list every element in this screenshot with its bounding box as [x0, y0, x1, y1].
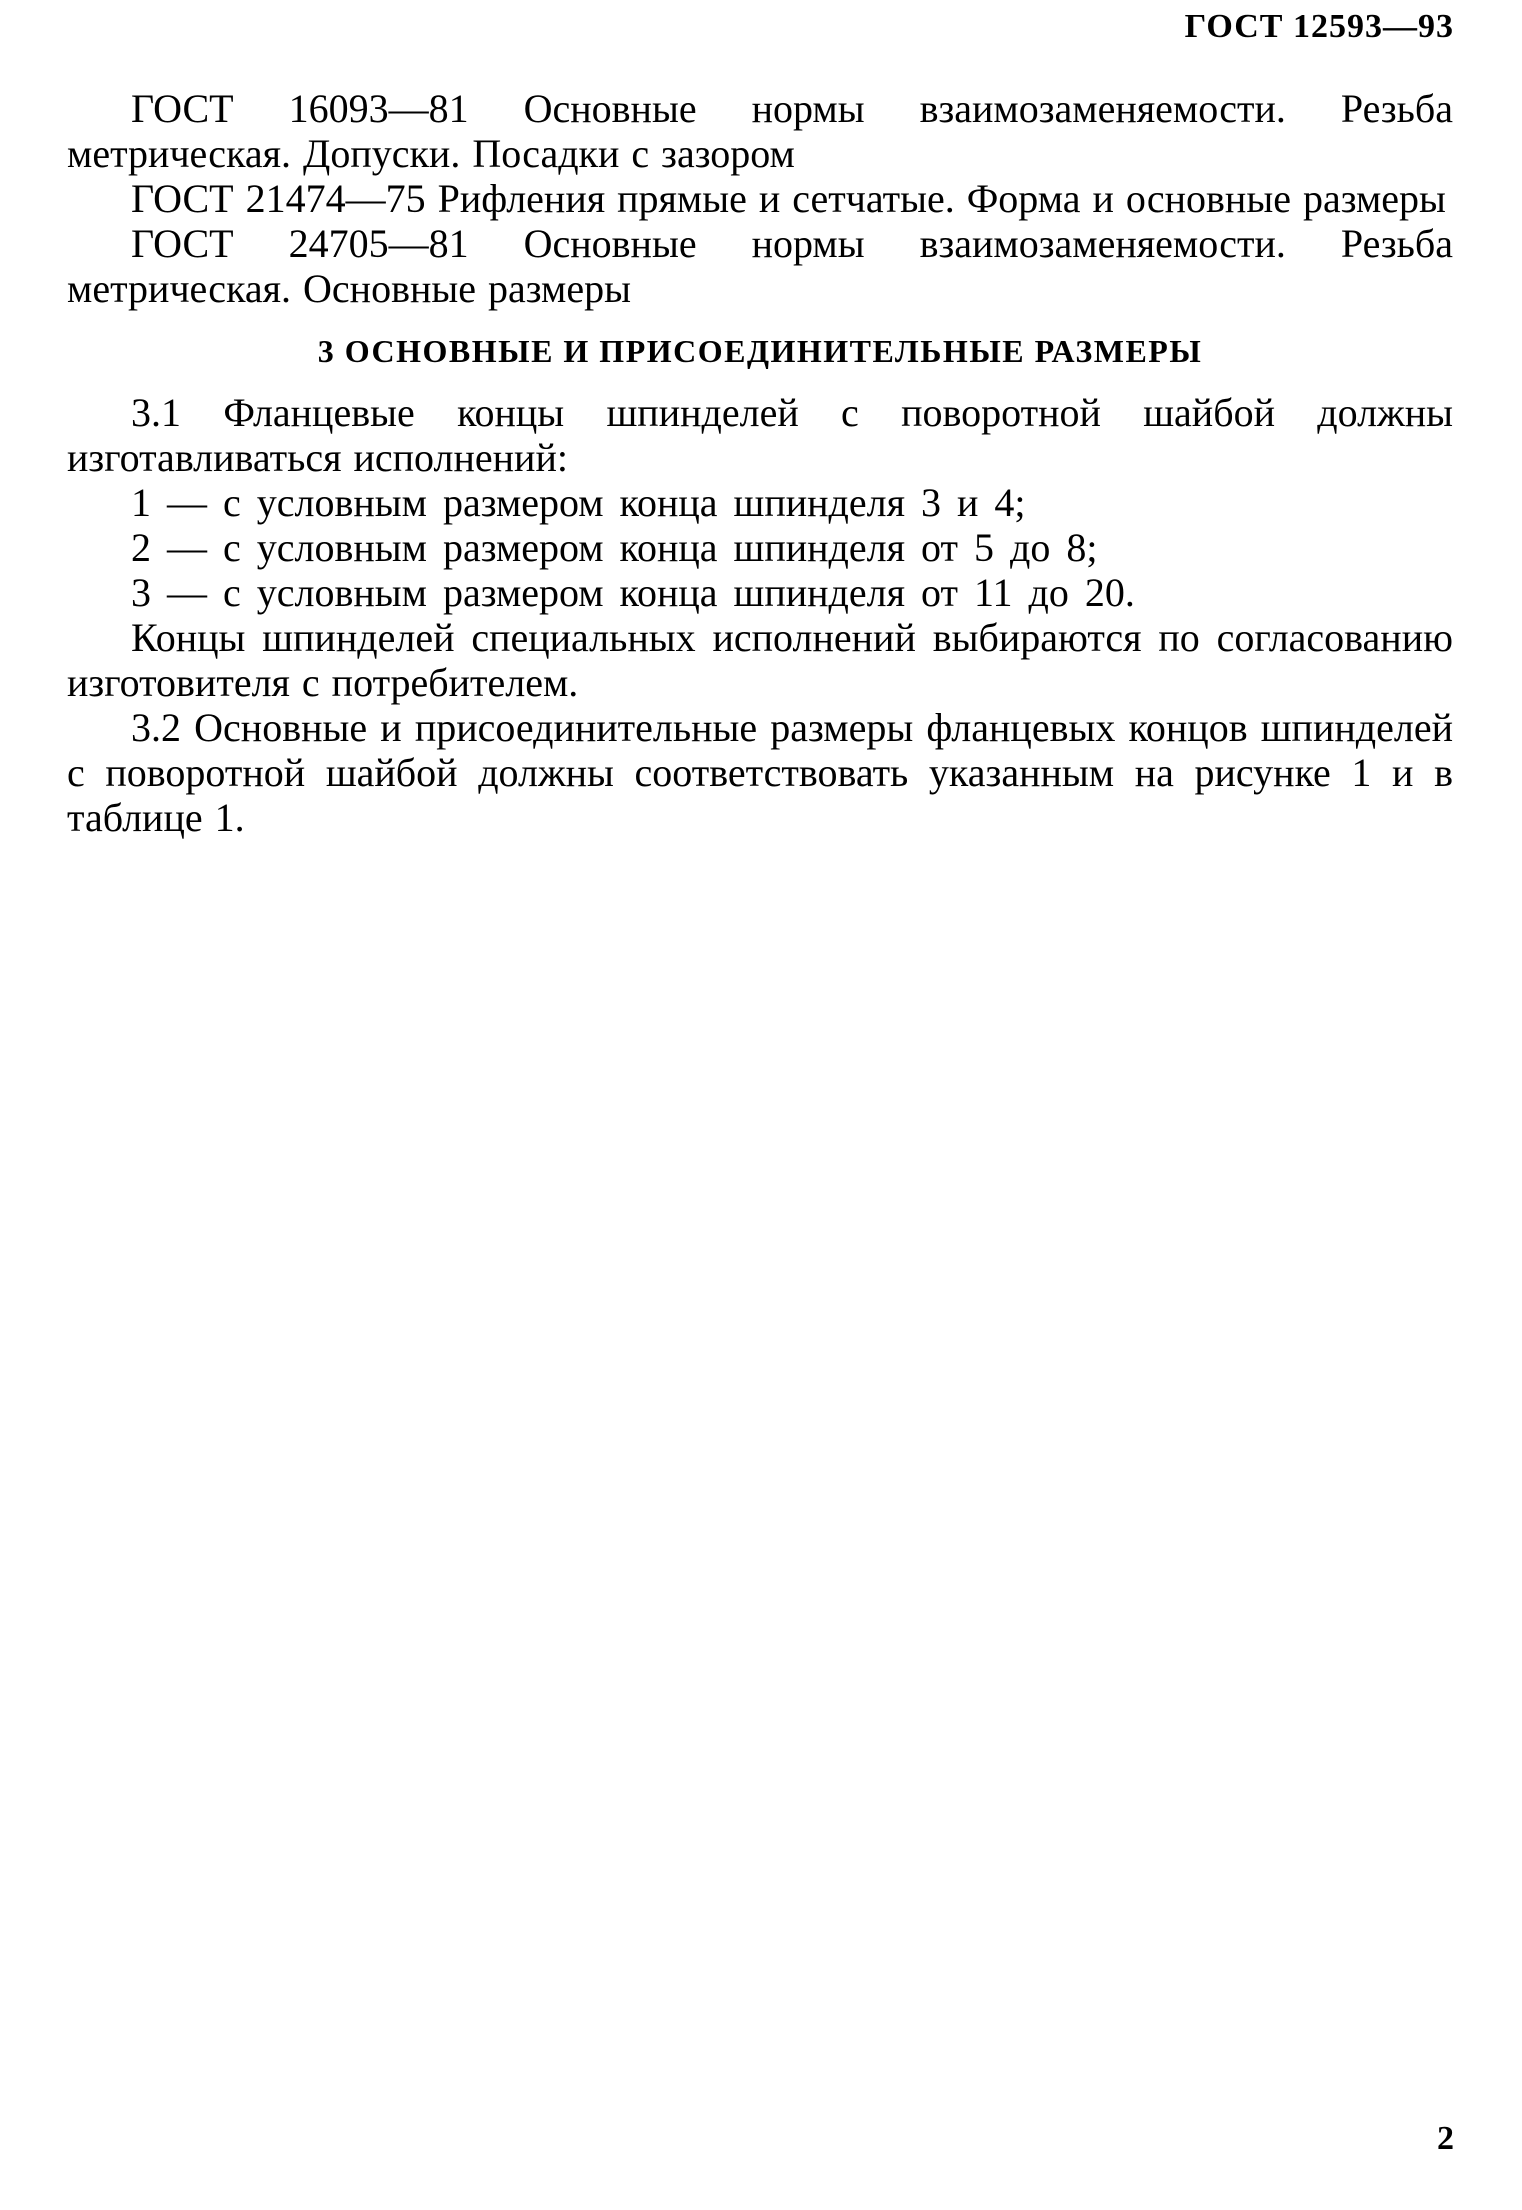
- page-number: 2: [1437, 2120, 1454, 2157]
- special-versions-note: Концы шпинделей специальных исполнений выбираются по согласованию изготовителя с потребителем.: [67, 615, 1453, 705]
- version-3-item: 3 — с условным размером конца шпинделя от 11 до 20.: [131, 570, 1135, 615]
- clause-3-2: 3.2 Основные и присоединительные размеры фланцевых концов шпинделей с поворотной шайбой должны соответствовать указанным на рисунке 1 и в таблице 1.: [67, 705, 1453, 840]
- reference-gost-16093: ГОСТ 16093—81 Основные нормы взаимозаменяемости. Резьба метрическая. Допуски. Посадки с зазором: [67, 86, 1453, 176]
- version-1-item: 1 — с условным размером конца шпинделя 3 и 4;: [131, 480, 1026, 525]
- reference-gost-24705: ГОСТ 24705—81 Основные нормы взаимозаменяемости. Резьба метрическая. Основные размеры: [67, 221, 1453, 311]
- reference-gost-21474: ГОСТ 21474—75 Рифления прямые и сетчатые. Форма и основные размеры: [131, 176, 1446, 221]
- clause-3-1: 3.1 Фланцевые концы шпинделей с поворотной шайбой должны изготавливаться исполнений:: [67, 390, 1453, 480]
- standard-code-header: ГОСТ 12593—93: [1184, 8, 1454, 45]
- section-3-heading: 3 ОСНОВНЫЕ И ПРИСОЕДИНИТЕЛЬНЫЕ РАЗМЕРЫ: [317, 333, 1203, 369]
- page-body: [67, 86, 1453, 840]
- version-2-item: 2 — с условным размером конца шпинделя от 5 до 8;: [131, 525, 1098, 570]
